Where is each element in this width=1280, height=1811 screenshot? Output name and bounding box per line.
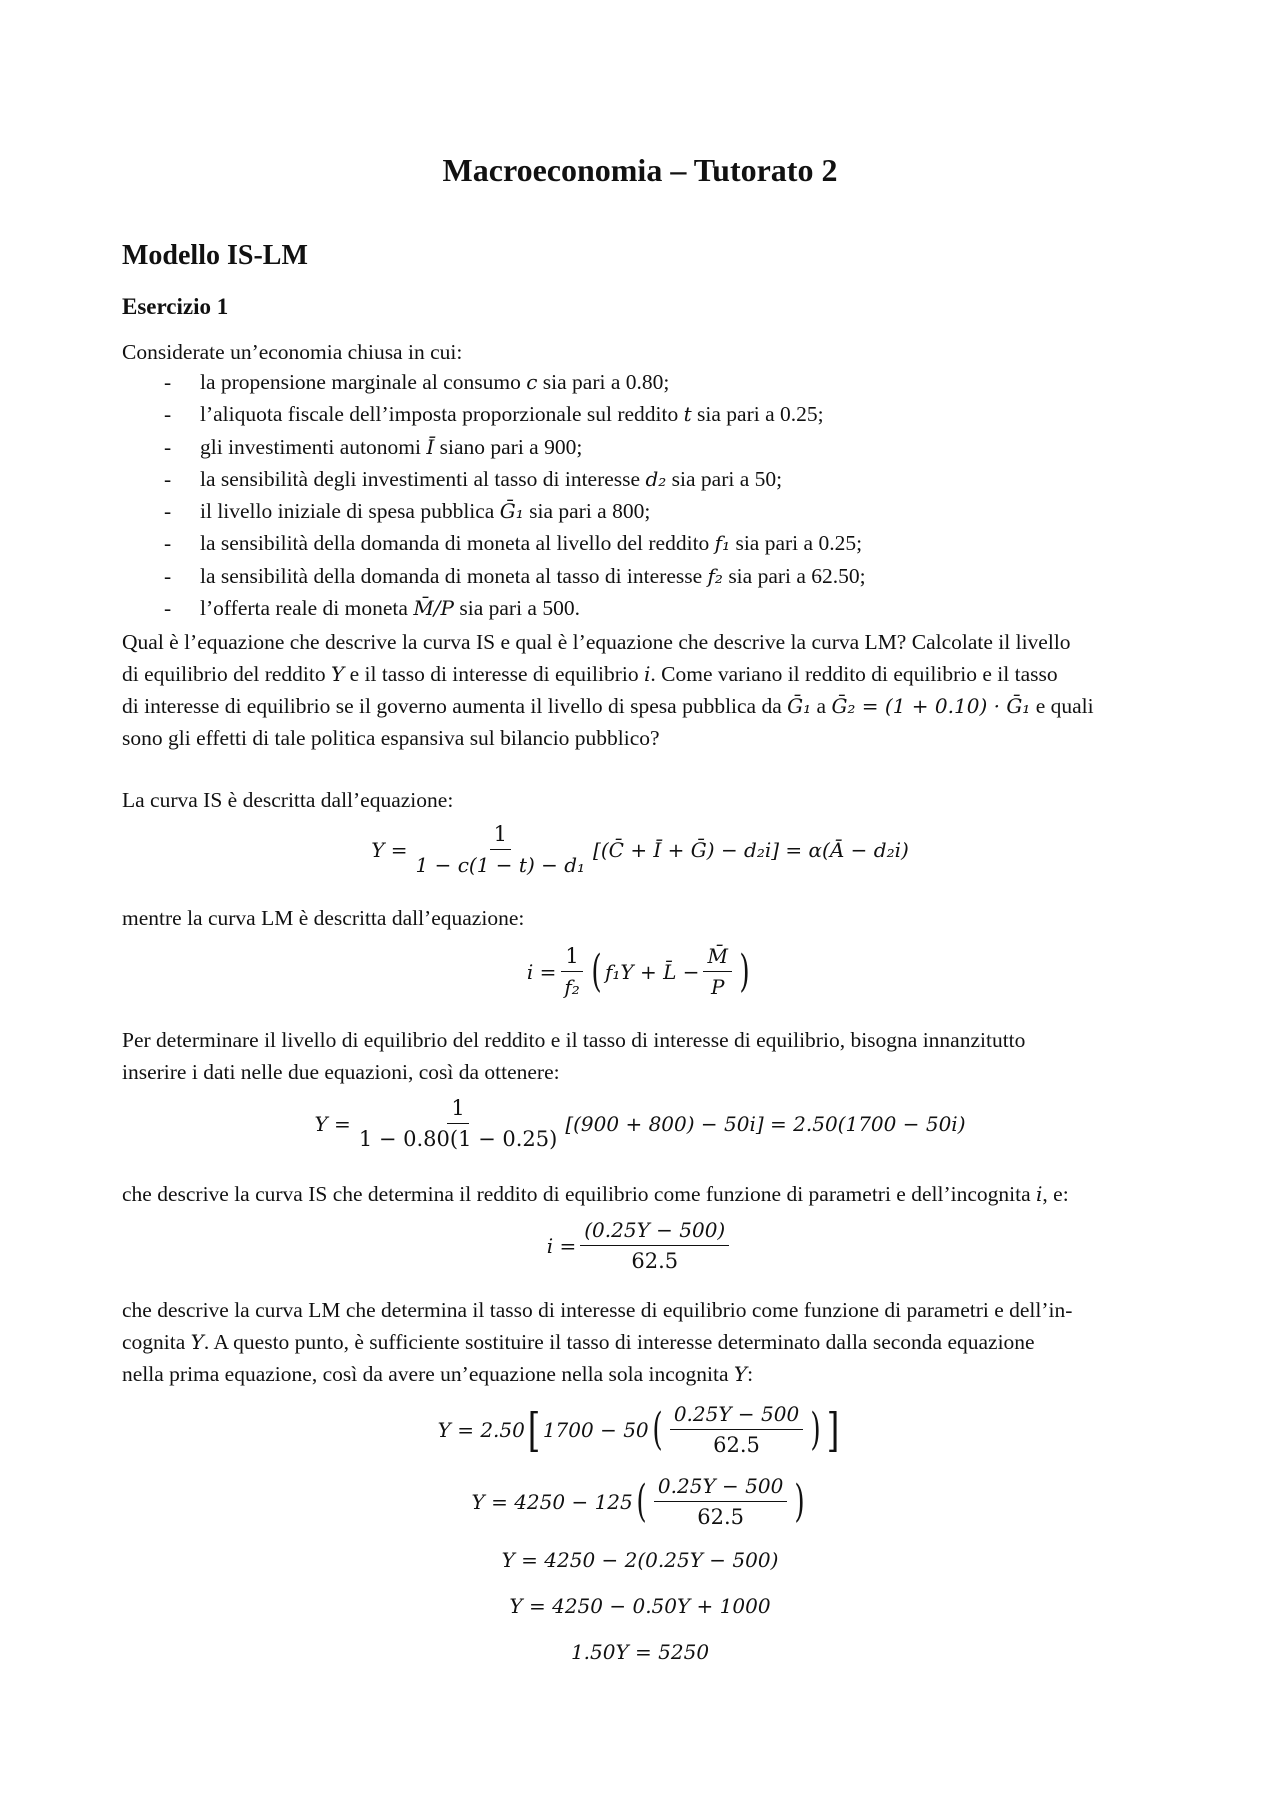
solution-step-5: 1.50Y = 5250 [570, 1640, 710, 1664]
question-paragraph: Qual è l’equazione che descrive la curva IS e qual è l’equazione che descrive la curva LM? Calcolate il livello di equilibrio del reddito Y e il tasso di interesse di equilibrio i. Come variano il reddito di equilibrio e il tasso di interesse di equilibrio se il governo aumenta il livello di spesa pubblica da Ḡ₁ a Ḡ₂ = (1 + 0.10) · Ḡ₁ e quali sono gli effetti di tale politica espansiva sul bilancio pubblico? [122, 630, 1094, 750]
intro-text: Considerate un’economia chiusa in cui: [122, 340, 463, 364]
substitution-paragraph: che descrive la curva LM che determina il tasso di interesse di equilibrio come funzione di parametri e dell’in- cognita Y. A questo punto, è sufficiente sostituire il tasso di interesse determinato dalla seconda equazione nella prima equazione, così da avere un’equazione nella sola incognita Y: [122, 1298, 1073, 1386]
page-title: Macroeconomia – Tutorato 2 [442, 152, 838, 188]
fraction: $\frac{1}{\text{1 − c(1 − t) − d₁}}$ [415, 822, 586, 877]
equation-lm-numeric: i = $\frac{(0.25Y - 500)}{62.5}$ [0, 1218, 1280, 1273]
fraction: $\frac{0.25Y - 500}{62.5}$ [654, 1474, 787, 1529]
fraction: $\frac{M̄}{P}$ [703, 944, 731, 999]
is-description: che descrive la curva IS che determina il reddito di equilibrio come funzione di parametri e dell’incognita i, e: [122, 1182, 1069, 1206]
list-item: - l’offerta reale di moneta M̄/P sia pari a 500. [164, 596, 580, 621]
is-intro: La curva IS è descritta dall’equazione: [122, 788, 454, 812]
list-item: - la sensibilità degli investimenti al tasso di interesse d₂ sia pari a 50; [164, 466, 783, 491]
equation-lm: i = $\frac{1}{\text{f₂}}$ ( f₁Y + L̄ − $\frac{M̄}{P}$ ) [526, 944, 750, 999]
fraction: $\frac{(0.25Y - 500)}{62.5}$ [580, 1218, 729, 1273]
list-item: - la propensione marginale al consumo c sia pari a 0.80; [164, 370, 670, 394]
equation-is-numeric: Y = $\frac{1}{1 - 0.80(1 - 0.25)}$ [(900 + 800) − 50i] = 2.50(1700 − 50i) [314, 1096, 966, 1151]
section-heading: Modello IS-LM [122, 240, 308, 271]
list-item: - il livello iniziale di spesa pubblica Ḡ₁ sia pari a 800; [164, 499, 651, 524]
solution-step-1: Y = 2.50 [ 1700 − 50 ( $\frac{0.25Y - 500}{62.5}$ ) ] [437, 1402, 840, 1457]
list-item: - la sensibilità della domanda di moneta al livello del reddito f₁ sia pari a 0.25; [164, 531, 863, 556]
procedure-paragraph: Per determinare il livello di equilibrio del reddito e il tasso di interesse di equilibrio, bisogna innanzitutto inserire i dati nelle due equazioni, così da ottenere: [122, 1028, 1026, 1084]
lm-intro: mentre la curva LM è descritta dall’equazione: [122, 906, 525, 930]
fraction: $\frac{0.25Y - 500}{62.5}$ [670, 1402, 803, 1457]
parameter-list [122, 366, 866, 624]
fraction: $\frac{1}{\text{f₂}}$ [560, 944, 583, 999]
list-item: - l’aliquota fiscale dell’imposta proporzionale sul reddito t sia pari a 0.25; [164, 402, 824, 427]
solution-step-4: Y = 4250 − 0.50Y + 1000 [509, 1594, 771, 1618]
exercise-heading: Esercizio 1 [122, 294, 229, 319]
list-item: - gli investimenti autonomi Ī siano pari a 900; [164, 434, 583, 459]
list-item: - la sensibilità della domanda di moneta al tasso di interesse f₂ sia pari a 62.50; [164, 563, 866, 588]
solution-step-2: Y = 4250 − 125 ( $\frac{0.25Y - 500}{62.5}$ ) [471, 1474, 806, 1529]
equation-is: Y = $\frac{1}{\text{1 − c(1 − t) − d₁}}$ [(C̄ + Ī + Ḡ) − d₂i] = α(Ā − d₂i) [371, 822, 909, 877]
fraction: $\frac{1}{1 - 0.80(1 - 0.25)}$ [358, 1096, 558, 1151]
solution-step-3: Y = 4250 − 2(0.25Y − 500) [501, 1548, 779, 1572]
